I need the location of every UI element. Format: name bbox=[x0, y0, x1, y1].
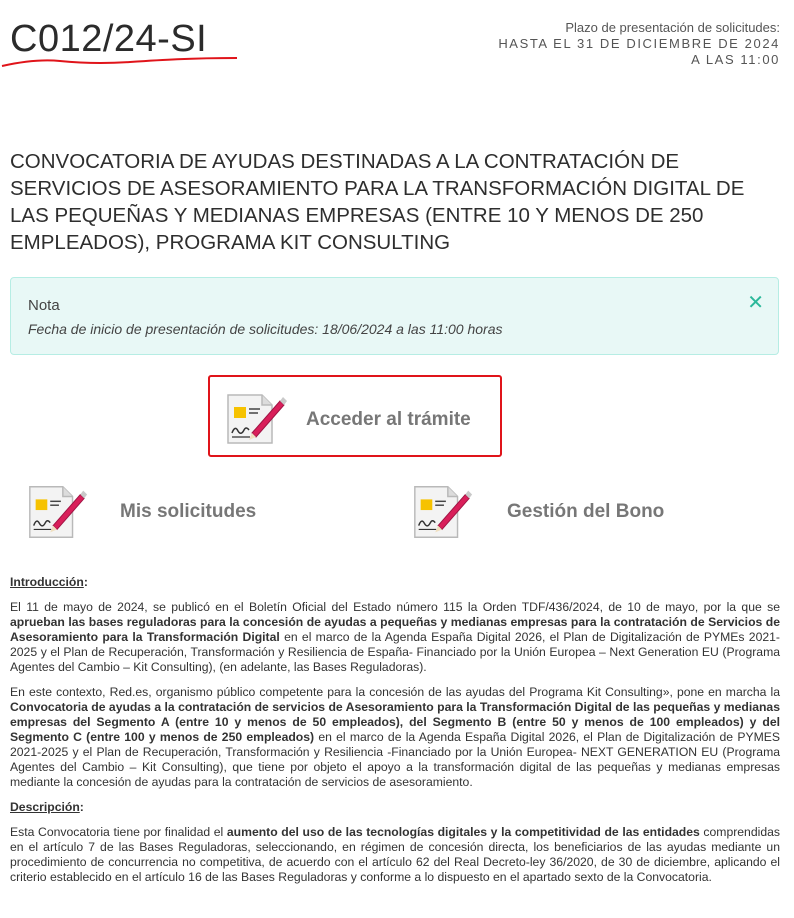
voucher-management-button[interactable] bbox=[409, 482, 664, 542]
voucher-management-label: Gestión del Bono bbox=[507, 501, 665, 522]
document-signature-icon bbox=[222, 387, 290, 447]
note-title: Nota bbox=[28, 297, 60, 314]
page-title: CONVOCATORIA DE AYUDAS DESTINADAS A LA CONTRATACIÓN DE SERVICIOS DE ASESORAMIENTO PARA LA TRANSFORMACIÓN DIGITAL DE LAS PEQUEÑAS Y MEDIANAS EMPRESAS (ENTRE 10 Y MENOS DE 250 EMPLEADOS), PROGRAMA KIT CONSULTING bbox=[10, 150, 745, 254]
description-content bbox=[10, 575, 780, 895]
note-body: Fecha de inicio de presentación de solicitudes: 18/06/2024 a las 11:00 horas bbox=[28, 321, 503, 337]
my-applications-button[interactable] bbox=[24, 482, 256, 542]
access-procedure-button[interactable] bbox=[208, 375, 502, 457]
deadline-time: A LAS 11:00 bbox=[691, 52, 780, 67]
deadline-date: HASTA EL 31 DE DICIEMBRE DE 2024 bbox=[498, 36, 780, 51]
close-icon[interactable]: ✕ bbox=[747, 292, 764, 314]
description-heading: Descripción bbox=[10, 800, 80, 814]
intro-heading-row: Introducción: bbox=[10, 575, 88, 589]
procedure-code: C012/24-SI bbox=[10, 18, 208, 60]
intro-paragraph-1: El 11 de mayo de 2024, se publicó en el Boletín Oficial del Estado número 115 la Orden TDF/436/2024, de 10 de mayo, por la que se aprueban las bases reguladoras para la concesión de ayudas a pequeñas y medianas empresas para la contratación de Servicios de Asesoramiento para la Transformación Digital en el marco de la Agenda España Digital 2026, el Plan de Digitalización de PYMEs 2021-2025 y el Plan de Recuperación, Transformación y Resiliencia de España- Financiado por la Unión Europea – Next Generation EU (Programa Agentes del Cambio – Kit Consulting), (en adelante, las Bases Reguladoras). bbox=[10, 600, 780, 674]
intro-paragraph-2: En este contexto, Red.es, organismo público competente para la concesión de las ayudas del Programa Kit Consulting», pone en marcha la Convocatoria de ayudas a la contratación de servicios de Asesoramiento para la Transformación Digital de las pequeñas y medianas empresas del Segmento A (entre 10 y menos de 50 empleados), del Segmento B (entre 50 y menos de 100 empleados) y del Segmento C (entre 100 y menos de 250 empleados) en el marco de la Agenda España Digital 2026, el Plan de Digitalización de PYMES 2021-2025 y el Plan de Recuperación, Transformación y Resiliencia -Financiado por la Unión Europea- NEXT GENERATION EU (Programa Agentes del Cambio – Kit Consulting), que tiene por objeto el apoyo a la transformación digital de las pequeñas y medianas empresas mediante la concesión de ayudas para la contratación de servicios de asesoramiento. bbox=[10, 685, 780, 789]
note-alert bbox=[10, 277, 779, 355]
description-paragraph-1: Esta Convocatoria tiene por finalidad el aumento del uso de las tecnologías digitales y la competitividad de las entidades comprendidas en el artículo 7 de las Bases Reguladoras, seleccionando, en régimen de concesión directa, los beneficiarios de las ayudas mediante un procedimiento de concurrencia no competitiva, de acuerdo con el artículo 62 del Real Decreto-ley 36/2020, de 30 de diciembre, aplicando el criterio establecido en el artículo 16 de las Bases Reguladoras y conforme a lo dispuesto en el apartado sexto de la Convocatoria. bbox=[10, 825, 780, 884]
document-signature-icon bbox=[409, 482, 475, 542]
access-procedure-label: Acceder al trámite bbox=[306, 409, 471, 430]
my-applications-label: Mis solicitudes bbox=[120, 501, 257, 522]
intro-heading: Introducción bbox=[10, 575, 84, 589]
deadline-label: Plazo de presentación de solicitudes: bbox=[565, 20, 780, 35]
deadline-block bbox=[498, 20, 780, 68]
desc-heading-row: Descripción: bbox=[10, 800, 84, 814]
document-signature-icon bbox=[24, 482, 90, 542]
red-underline-annotation bbox=[0, 52, 245, 72]
